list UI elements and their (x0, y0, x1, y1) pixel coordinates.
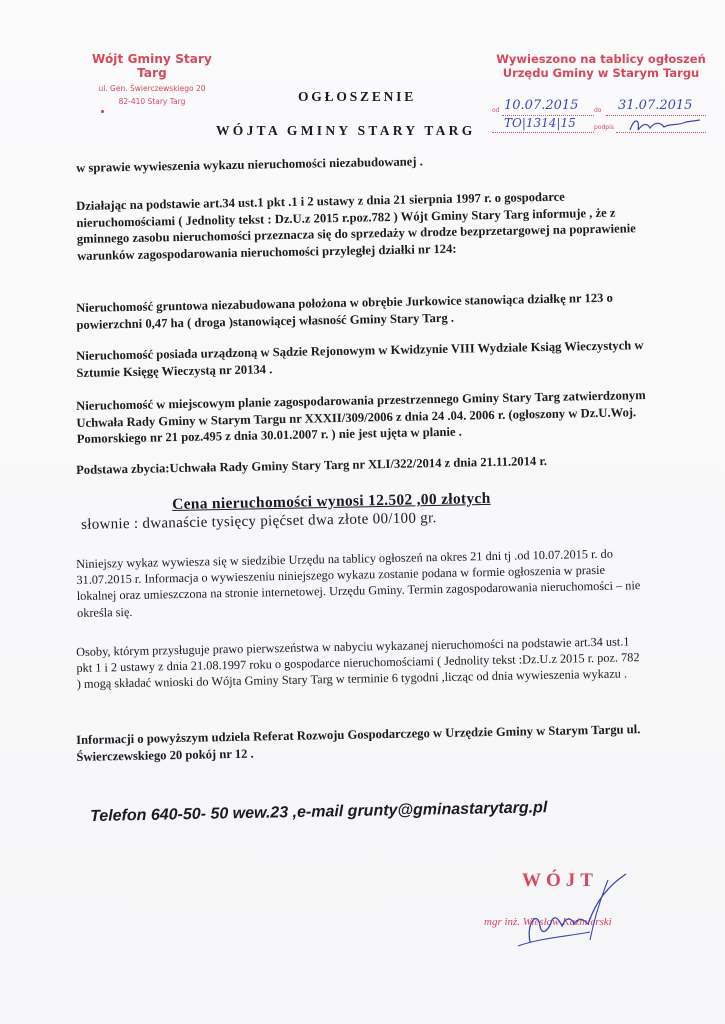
signature-role: WÓJT (522, 870, 598, 891)
posting-stamp-line1: Wywieszono na tablicy ogłoszeń (496, 52, 706, 66)
handwritten-od-date: 10.07.2015 (504, 98, 579, 113)
ink-dot (101, 110, 104, 113)
posting-ref-dots (492, 132, 594, 133)
posting-do-label: do (594, 107, 602, 114)
posting-stamp (486, 52, 716, 131)
stamp-initials-icon (626, 114, 706, 136)
price-in-words: słownie : dwanaście tysięcy pięćset dwa złote 00/100 gr. (81, 510, 437, 533)
paragraph-legal-basis: Działając na podstawie art.34 ust.1 pkt .1 i 2 ustawy z dnia 21 sierpnia 1997 r. o gospodarce nieruchomościami ( Jednolity tekst : Dz.U.z 2015 r.poz.782 ) Wójt Gminy Stary Targ informuje , że z gminnego zasobu nieruchomości przeznacza się do sprzedaży w drodze bezprzetargowej na poprawienie warunków zagospodarowania nieruchomości przyległej działki nr 124: (76, 189, 636, 263)
handwritten-do-date: 31.07.2015 (618, 98, 693, 113)
paragraph-sale-basis: Podstawa zbycia:Uchwała Rady Gminy Stary Targ nr XLI/322/2014 z dnia 21.11.2014 r. (76, 453, 548, 477)
paragraph-information-office: Informacji o powyższym udziela Referat Rozwoju Gospodarczego w Urzędzie Gminy w Starym Targu ul. Świerczewskiego 20 pokój nr 12 . (76, 722, 641, 764)
stamp-office-address: ul. Gen. Świerczewskiego 20 (98, 84, 206, 93)
handwritten-signature-icon (490, 870, 640, 960)
paragraph-priority-right: Osoby, którym przysługuje prawo pierwszeństwa w nabyciu wykazanej nieruchomości na podstawie art.34 ust.1 pkt 1 i 2 ustawy z dnia 21.08.1997 roku o gospodarce nieruchomościami ( Jednolity tekst :Dz.U.z 2015 r. poz. 782 ) mogą składać wnioski do Wójta Gminy Stary Targ w terminie 6 tygodni ,licząc od dnia wywieszenia wykazu . (76, 634, 640, 692)
posting-stamp-line2: Urzędu Gminy w Starym Targu (502, 66, 700, 80)
posting-od-label: od (492, 107, 500, 114)
handwritten-ref-number: TO|1314|15 (504, 116, 576, 130)
posting-podpis-label: podpis (594, 124, 614, 131)
stamp-office-name: Wójt Gminy Stary Targ (92, 52, 212, 80)
document-subject: w sprawie wywieszenia wykazu nieruchomości niezabudowanej . (76, 154, 423, 175)
paragraph-land-register: Nieruchomość posiada urządzoną w Sądzie Rejonowym w Kwidzynie VIII Wydziale Ksiąg Wieczystych w Sztumie Księgę Wieczystą nr 20134 . (76, 338, 644, 380)
paragraph-posting-period: Niniejszy wykaz wywiesza się w siedzibie Urzędu na tablicy ogłoszeń na okres 21 dni tj .od 10.07.2015 r. do 31.07.2015 r. Informacja o wywieszeniu niniejszego wykazu zostanie podana w formie ogłoszenia w prasie lokalnej oraz umieszczona na stronie internetowej. Urzędu Gminy. Termin zagospodarowania nieruchomości – nie określa się. (76, 546, 641, 620)
contact-line: Telefon 640-50- 50 wew.23 ,e-mail grunty@gminastarytarg.pl (90, 799, 548, 825)
price-headline: Cena nieruchomości wynosi 12.502 ,00 złotych (172, 489, 491, 513)
paragraph-zoning-plan: Nieruchomość w miejscowym planie zagospodarowania przestrzennego Gminy Stary Targ zatwierdzonym Uchwała Rady Gminy w Starym Targu nr XXXII/309/2006 z dnia 24 .04. 2006 r. (ogłoszony w Dz.U.Woj. Pomorskiego nr 21 poz.495 z dnia 30.01.2007 r. ) nie jest ujęta w planie . (76, 388, 646, 446)
signature-name: mgr inż. Wiesław Kaźmierski (484, 916, 612, 928)
document-subtitle: WÓJTA GMINY STARY TARG (216, 123, 476, 138)
paragraph-property-description: Nieruchomość gruntowa niezabudowana położona w obrębie Jurkowice stanowiąca działkę nr 123 o powierzchni 0,47 ha ( droga )stanowiącej własność Gminy Stary Targ . (76, 290, 613, 332)
stamp-office-postal: 82-410 Stary Targ (118, 97, 186, 106)
document-title: OGŁOSZENIE (298, 89, 417, 104)
office-stamp-left (82, 52, 222, 106)
